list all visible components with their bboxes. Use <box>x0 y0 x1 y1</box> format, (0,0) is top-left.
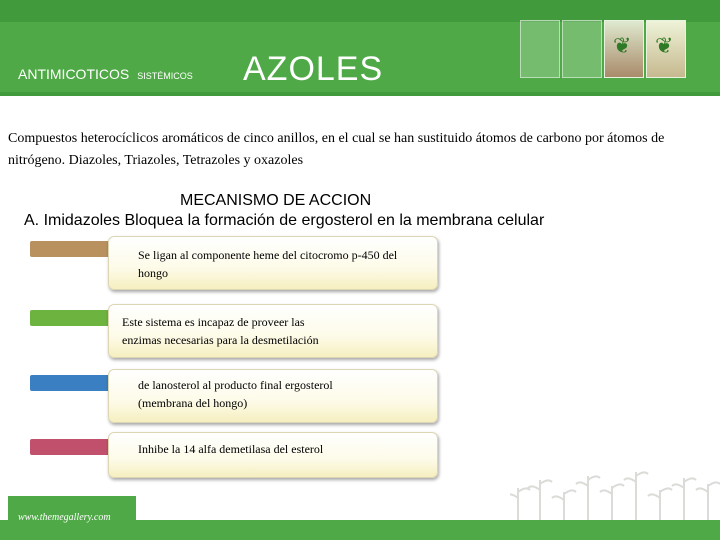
step-1-line-1: Se ligan al componente heme del citocromo p-450 del <box>138 248 398 262</box>
step-4-line-1: Inhibe la 14 alfa demetilasa del esterol <box>138 442 324 456</box>
sprout-icon: ❦ <box>655 33 674 58</box>
step-3-line-2: (membrana del hongo) <box>138 396 248 410</box>
header-thumb-3 <box>604 20 644 78</box>
step-1-line-2: hongo <box>138 266 168 280</box>
sprout-icon: ❦ <box>613 33 632 58</box>
step-2-line-1: Este sistema es incapaz de proveer las <box>122 315 305 329</box>
intro-line-2: nitrógeno. Diazoles, Triazoles, Tetrazoles y oxazoles <box>8 153 304 168</box>
footer-url: www.themegallery.com <box>18 512 111 523</box>
mechanism-subtitle: A. Imidazoles Bloquea la formación de ergosterol en la membrana celular <box>24 212 545 229</box>
mechanism-title: MECANISMO DE ACCION <box>180 192 372 209</box>
header-thumb-4 <box>646 20 686 78</box>
slide-title: AZOLES <box>243 50 384 88</box>
header-thumb-2 <box>562 20 602 78</box>
step-3-color-bar <box>30 375 110 391</box>
header-thumb-1 <box>520 20 560 78</box>
intro-paragraph <box>8 128 708 172</box>
step-4-color-bar <box>30 439 110 455</box>
step-3-line-1: de lanosterol al producto final ergosterol <box>138 378 333 392</box>
step-1-text <box>138 246 397 282</box>
intro-line-1: Compuestos heterocíclicos aromáticos de cinco anillos, en el cual se han sustituido átomos de carbono por átomos de <box>8 131 665 146</box>
step-4-text <box>138 440 323 458</box>
step-2-line-2: enzimas necesarias para la desmetilación <box>122 333 319 347</box>
step-2-text <box>122 313 319 349</box>
step-1-color-bar <box>30 241 110 257</box>
step-2-color-bar <box>30 310 110 326</box>
step-3-text <box>138 376 333 412</box>
header-left-small: SISTÉMICOS <box>137 71 193 81</box>
plants-icon <box>510 464 720 520</box>
header-left-label <box>18 66 193 82</box>
header-left-main: ANTIMICOTICOS <box>18 66 130 82</box>
